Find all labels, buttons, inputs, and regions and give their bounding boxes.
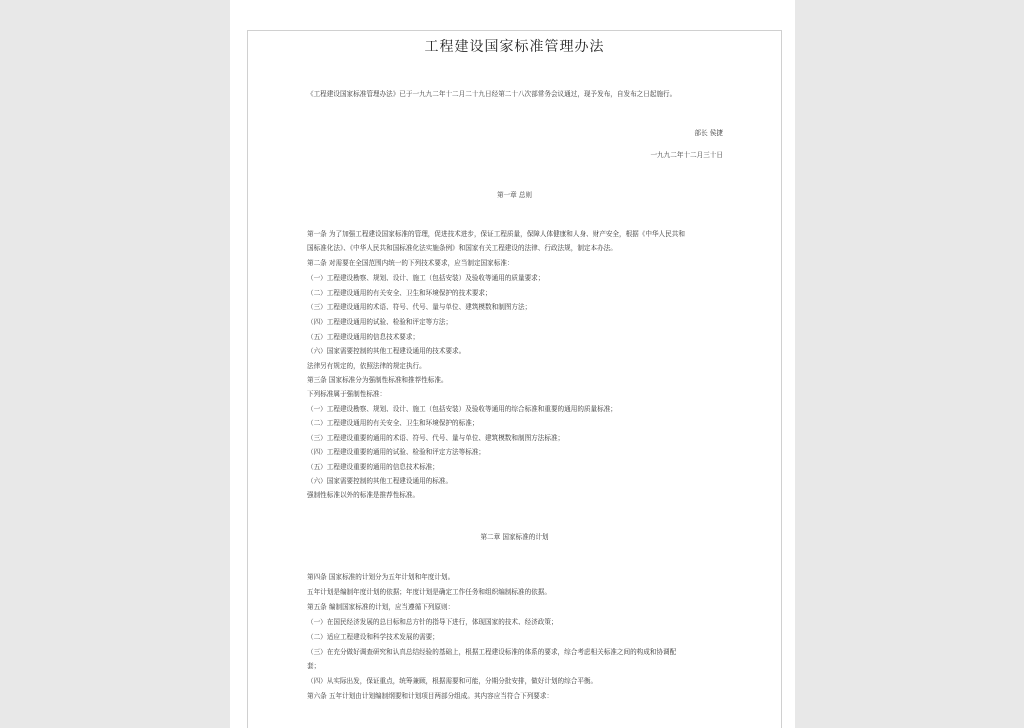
chapter-2-line: （一）在国民经济发展的总目标和总方针的指导下进行，体现国家的技术、经济政策； <box>307 618 558 626</box>
chapter-2-line: 第五条 编制国家标准的计划，应当遵循下列原则： <box>307 603 455 611</box>
chapter-1-line: （一）工程建设勘察、规划、设计、施工（包括安装）及验收等通用的综合标准和重要的通用的质量标准； <box>307 405 617 413</box>
chapter-1-line: （三）工程建设重要的通用的术语、符号、代号、量与单位、建筑模数和制图方法标准； <box>307 434 565 442</box>
document-page <box>247 30 782 728</box>
chapter-2-line: 五年计划是编制年度计划的依据；年度计划是确定工作任务和组织编制标准的依据。 <box>307 588 551 596</box>
chapter-2-line: 套； <box>307 662 321 670</box>
chapter-1-line: 第三条 国家标准分为强制性标准和推荐性标准。 <box>307 376 448 384</box>
chapter-1-line: （二）工程建设通用的有关安全、卫生和环境保护的标准； <box>307 419 479 427</box>
chapter-1-line: 国标准化法》、《中华人民共和国标准化法实施条例》和国家有关工程建设的法律、行政法规，制定本办法。 <box>307 244 617 252</box>
intro-text: 《工程建设国家标准管理办法》已于一九九二年十二月二十九日经第二十八次部常务会议通过，现予发布，自发布之日起施行。 <box>307 90 677 98</box>
chapter-2-line: （二）适应工程建设和科学技术发展的需要； <box>307 633 439 641</box>
chapter-2-line: 第六条 五年计划由计划编制纲要和计划项目两部分组成。其内容应当符合下列要求： <box>307 692 554 700</box>
chapter-1-line: 法律另有规定的，依照法律的规定执行。 <box>307 362 426 370</box>
chapter-2-line: 第四条 国家标准的计划分为五年计划和年度计划。 <box>307 573 455 581</box>
signature-role: 部长 侯捷 <box>694 129 723 137</box>
chapter-1-line: 下列标准属于强制性标准： <box>307 390 387 398</box>
chapter-2-line: （四）从实际出发，保证重点，统筹兼顾，根据需要和可能，分期分批安排，做好计划的综合平衡。 <box>307 677 598 685</box>
chapter-1-line: （一）工程建设勘察、规划、设计、施工（包括安装）及验收等通用的质量要求； <box>307 274 545 282</box>
chapter-1-line: 强制性标准以外的标准是推荐性标准。 <box>307 491 420 499</box>
chapter-1-line: （二）工程建设通用的有关安全、卫生和环境保护的技术要求； <box>307 289 492 297</box>
chapter-1-heading: 第一章 总则 <box>496 191 533 199</box>
chapter-1-line: 第二条 对需要在全国范围内统一的下列技术要求，应当制定国家标准： <box>307 259 514 267</box>
chapter-1-line: （五）工程建设重要的通用的信息技术标准； <box>307 463 439 471</box>
chapter-1-line: （四）工程建设通用的试验、检验和评定等方法； <box>307 318 453 326</box>
chapter-1-line: （六）国家需要控制的其他工程建设通用的技术要求。 <box>307 347 466 355</box>
chapter-1-line: （三）工程建设通用的术语、符号、代号、量与单位、建筑模数和制图方法； <box>307 303 532 311</box>
chapter-1-line: （五）工程建设通用的信息技术要求； <box>307 333 420 341</box>
chapter-1-line: （四）工程建设重要的通用的试验、检验和评定方法等标准； <box>307 448 486 456</box>
chapter-1-line: 第一条 为了加强工程建设国家标准的管理，促进技术进步，保证工程质量，保障人体健康和人身、财产安全，根据《中华人民共和 <box>307 230 685 238</box>
chapter-1-line: （六）国家需要控制的其他工程建设通用的标准。 <box>307 477 453 485</box>
signature-date: 一九九二年十二月三十日 <box>650 151 723 159</box>
document-title: 工程建设国家标准管理办法 <box>424 39 605 55</box>
chapter-2-heading: 第二章 国家标准的计划 <box>480 533 549 541</box>
chapter-2-line: （三）在充分做好调查研究和认真总结经验的基础上，根据工程建设标准的体系的要求，综合考虑相关标准之间的构成和协调配 <box>307 648 677 656</box>
